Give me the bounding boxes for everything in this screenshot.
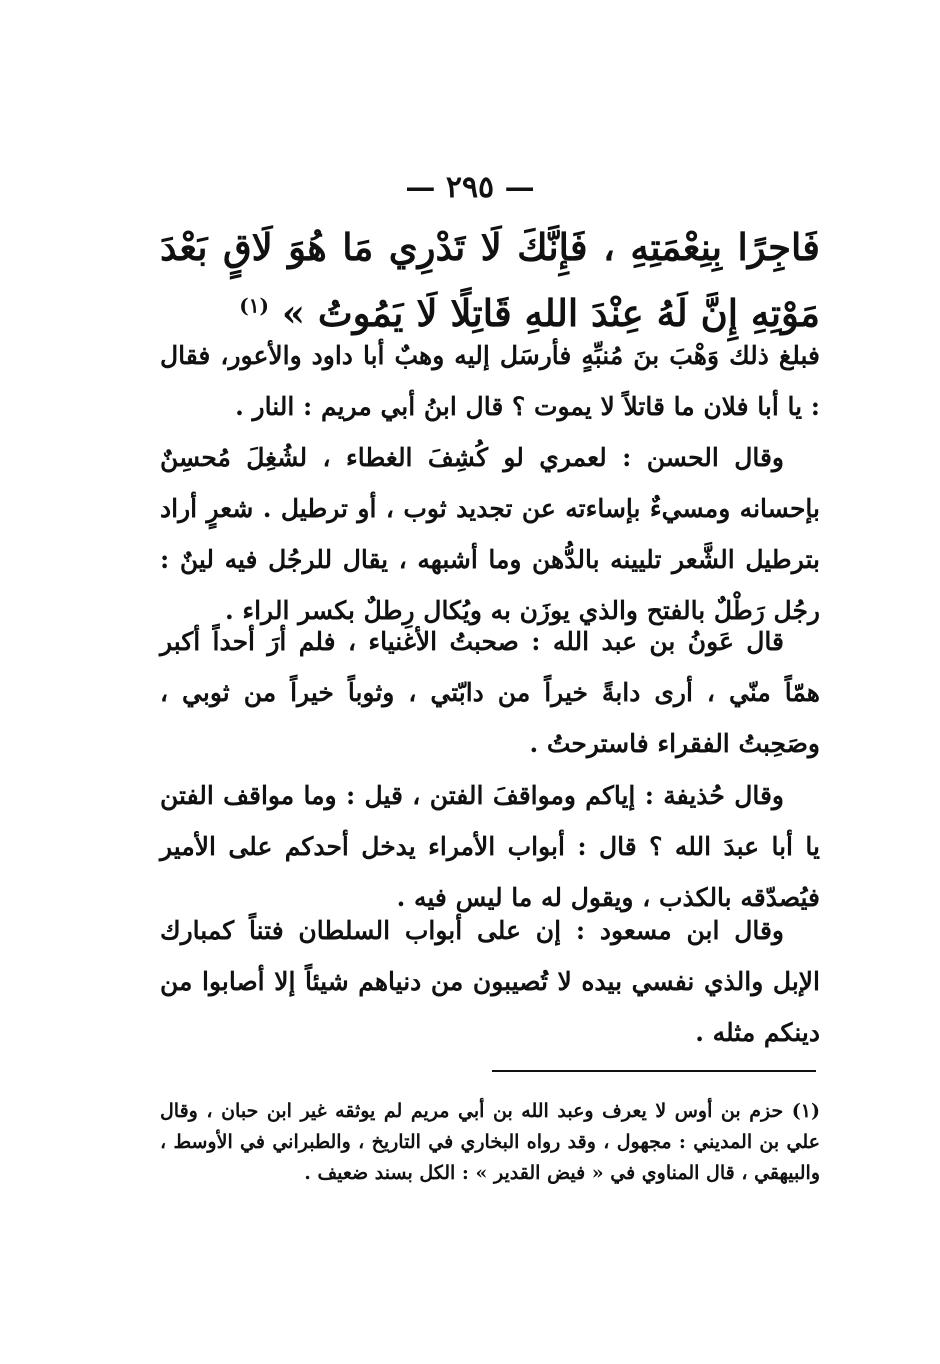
paragraph-ibn-masud: وقال ابن مسعود : إن على أبواب السلطان فتناً كمبارك الإبل والذي نفسي بيده لا تُصيبون من دنياهم شيئاً إلا أصابوا من دينكم مثله . — [160, 916, 820, 1047]
paragraph-hasan: وقال الحسن : لعمري لو كُشِفَ الغطاء ، لشُغِلَ مُحسِنٌ بإحسانه ومسيءٌ بإساءته عن تجديد ثوب ، أو ترطيل . شعرٍ أراد بترطيل الشَّعر تليينه بالدُّهن وما أشبهه ، يقال للرجُل فيه لينٌ : رجُل رَطْلٌ بالفتح والذي يوزَن به ويُكال رِطلٌ بكسر الراء . — [160, 443, 820, 625]
footnote-text: (١) حزم بن أوس لا يعرف وعبد الله بن أبي مريم لم يوثقه غير ابن حبان ، وقال علي بن المديني : مجهول ، وقد رواه البخاري في التاريخ ، والطبراني في الأوسط ، والبيهقي ، قال المناوي في « فيض القدير » : الكل بسند ضعيف . — [160, 1100, 820, 1184]
paragraph-awn: قال عَونُ بن عبد الله : صحبتُ الأغنياء ، فلم أرَ أحداً أكبر همّاً منّي ، أرى دابةً خيراً من دابّتي ، وثوباً خيراً من ثوبي ، وصَحِبتُ الفقراء فاسترحتُ . — [160, 627, 820, 758]
page-number: — ٢٩٥ — — [405, 170, 535, 205]
verse-text — [160, 214, 820, 346]
verse-body: فَاجِرًا بِنِعْمَتِهِ ، فَإِنَّكَ لَا تَدْرِي مَا هُوَ لَاقٍ بَعْدَ مَوْتِهِ إِنَّ لَهُ عِنْدَ اللهِ قَاتِلًا لَا يَمُوتُ » — [160, 225, 820, 335]
footnote-marker: (١) — [239, 293, 269, 318]
footnote-divider — [492, 1070, 816, 1072]
paragraph-hudhayfa: وقال حُذيفة : إياكم ومواقفَ الفتن ، قيل : وما مواقف الفتن يا أبا عبدَ الله ؟ قال : أبواب الأمراء يدخل أحدكم على الأمير فيُصدّقه بالكذب ، ويقول له ما ليس فيه . — [160, 781, 820, 912]
paragraph-wahb: فبلغ ذلك وَهْبَ بنَ مُنبِّهٍ فأرسَل إليه وهبٌ أبا داود والأعور، فقال : يا أبا فلان ما قاتلاً لا يموت ؟ قال ابنُ أبي مريم : النار . — [160, 341, 820, 421]
